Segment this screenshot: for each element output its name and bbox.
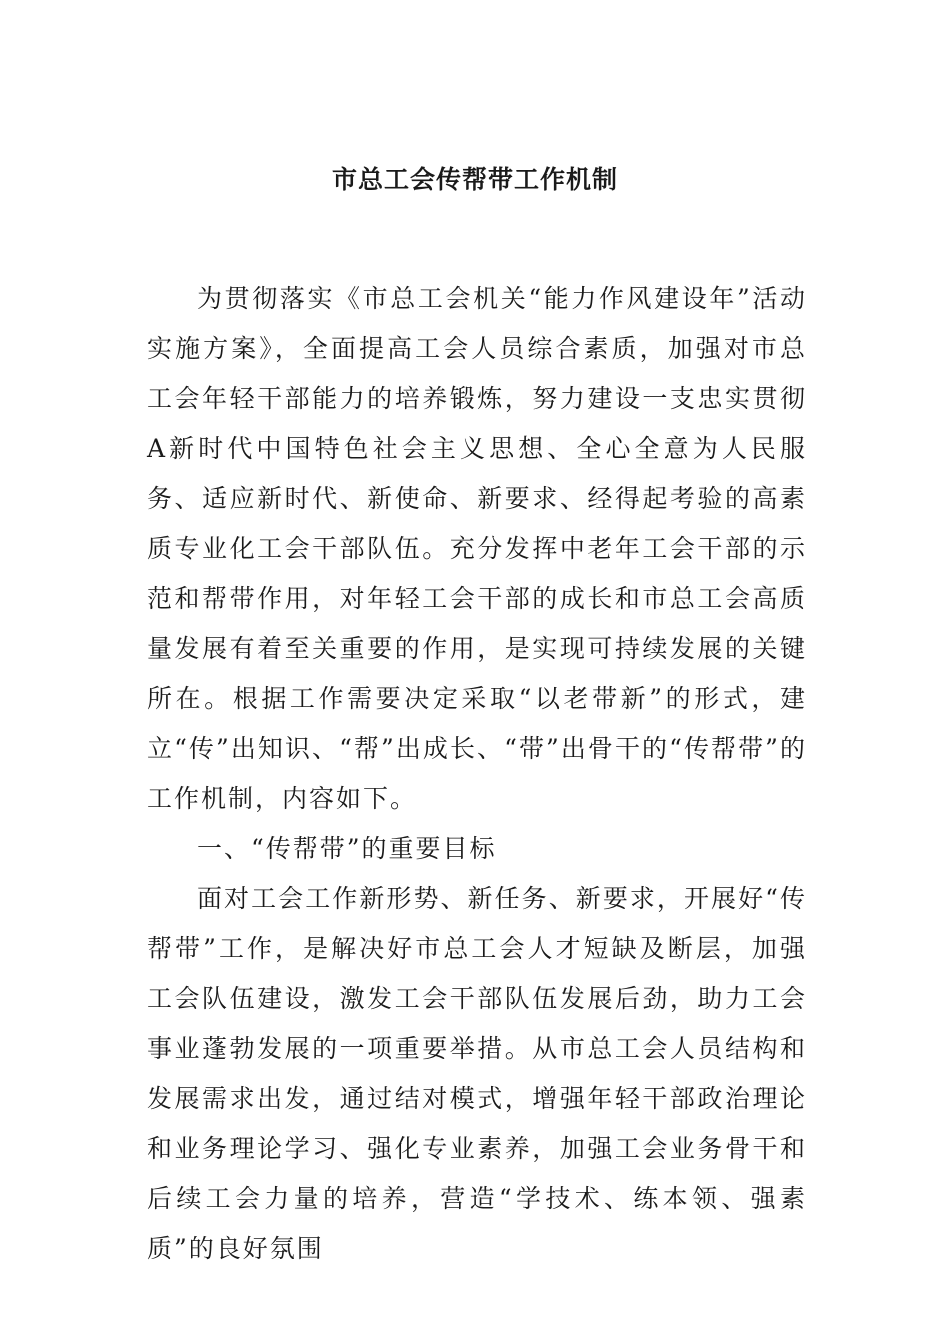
intro-paragraph: 为贯彻落实《市总工会机关“能力作风建设年”活动实施方案》，全面提高工会人员综合素质，加强对市总工会年轻干部能力的培养锻炼，努力建设一支忠实贯彻A新时代中国特色社会主义思想、全心全意为人民服务、适应新时代、新使命、新要求、经得起考验的高素质专业化工会干部队伍。充分发挥中老年工会干部的示范和帮带作用，对年轻工会干部的成长和市总工会高质量发展有着至关重要的作用，是实现可持续发展的关键所在。根据工作需要决定采取“以老带新”的形式，建立“传”出知识、“帮”出成长、“带”出骨干的“传帮带”的工作机制，内容如下。 bbox=[147, 284, 807, 813]
section-heading: 一、“传帮带”的重要目标 bbox=[197, 834, 497, 863]
document-title: 市总工会传帮带工作机制 bbox=[331, 165, 618, 194]
section-paragraph: 面对工会工作新形势、新任务、新要求，开展好“传帮带”工作，是解决好市总工会人才短缺及断层，加强工会队伍建设，激发工会干部队伍发展后劲，助力工会事业蓬勃发展的一项重要举措。从市总工会人员结构和发展需求出发，通过结对模式，增强年轻干部政治理论和业务理论学习、强化专业素养，加强工会业务骨干和后续工会力量的培养，营造“学技术、练本领、强素质”的良好氛围 bbox=[147, 884, 807, 1263]
document-body bbox=[147, 274, 807, 1274]
